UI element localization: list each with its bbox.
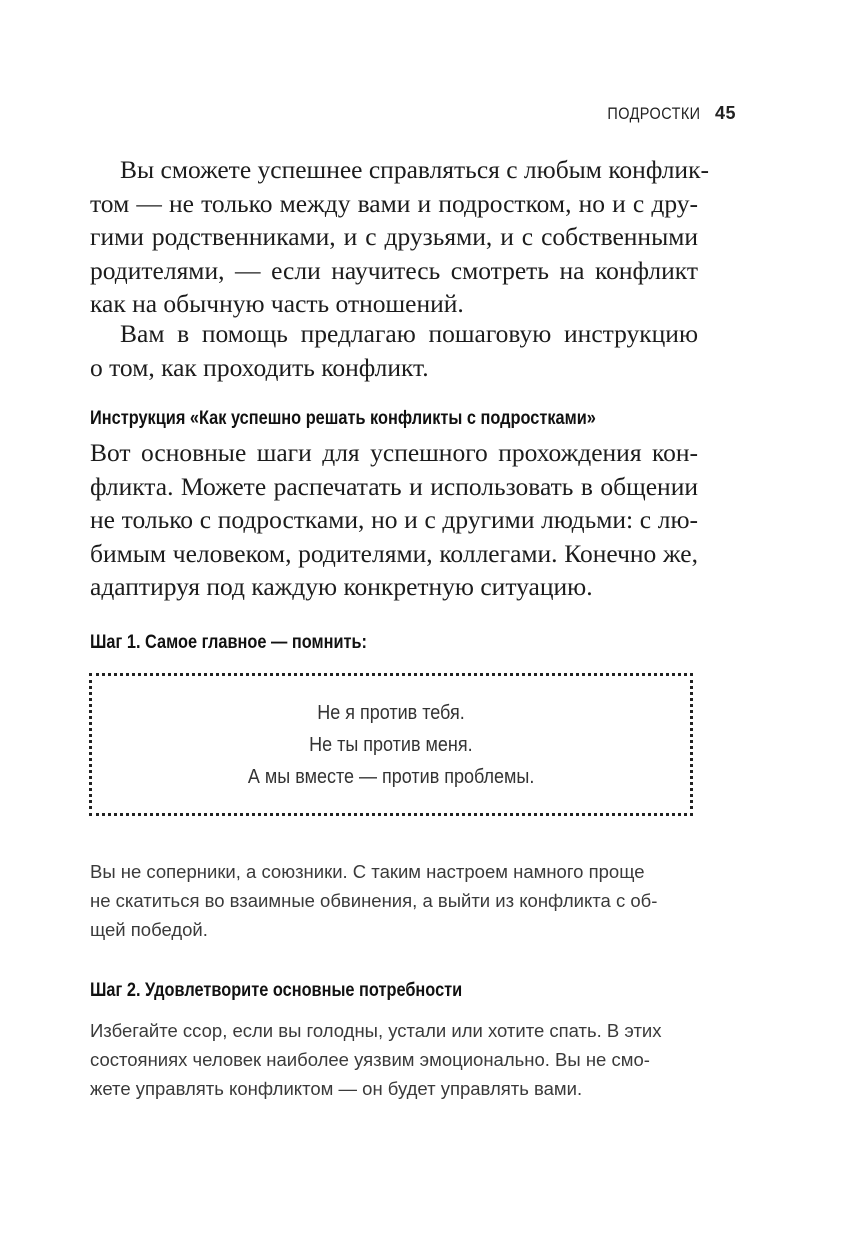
text-line: том — не только между вами и подростком, но и с дру-: [90, 188, 698, 218]
text-line: состояниях человек наиболее уязвим эмоционально. Вы не смо-: [90, 1049, 650, 1070]
text-line: адаптируя под каждую конкретную ситуацию.: [90, 572, 593, 601]
text-line: жете управлять конфликтом — он будет управлять вами.: [90, 1078, 583, 1099]
text-line: Вам в помощь предлагаю пошаговую инструкцию: [120, 319, 698, 348]
text-line: как на обычную часть отношений.: [90, 289, 464, 318]
text-line: фликта. Можете распечатать и использовать в общении: [90, 471, 698, 501]
text-line: бимым человеком, родителями, коллегами. Конечно же,: [90, 538, 698, 568]
text-line: Вот основные шаги для успешного прохождения кон-: [90, 438, 698, 467]
text-line: Вы сможете успешнее справляться с любым конфлик-: [120, 155, 709, 184]
text-line: Избегайте ссор, если вы голодны, устали или хотите спать. В этих: [90, 1020, 662, 1041]
text-line: родителями, — если научитесь смотреть на конфликт: [90, 255, 698, 285]
step-2-note: [90, 1016, 700, 1103]
instruction-heading: Инструкция «Как успешно решать конфликты с подростками»: [90, 408, 596, 429]
step-1-heading: Шаг 1. Самое главное — помнить:: [90, 632, 367, 653]
text-line: не скатиться во взаимные обвинения, а выйти из конфликта с об-: [90, 890, 658, 911]
text-line: о том, как проходить конфликт.: [90, 352, 429, 382]
text-line: Вы не соперники, а союзники. С таким настроем намного проще: [90, 861, 645, 882]
motto-box: [89, 673, 693, 816]
text-line: гими родственниками, и с друзьями, и с собственными: [90, 222, 698, 251]
section-title: ПОДРОСТКИ: [607, 104, 701, 123]
intro-paragraph-2: [90, 317, 698, 384]
instruction-paragraph: [90, 436, 698, 604]
text-line: щей победой.: [90, 919, 208, 940]
intro-paragraph-1: [90, 153, 709, 321]
step-2-heading: Шаг 2. Удовлетворите основные потребности: [90, 980, 463, 1001]
step-1-note: [90, 857, 700, 944]
motto-line: Не ты против меня.: [309, 733, 473, 756]
motto-line: А мы вместе — против проблемы.: [247, 765, 535, 788]
text-line: не только с подростками, но и с другими людьми: с лю-: [90, 505, 698, 534]
running-header: [591, 103, 736, 124]
page-number: 45: [714, 103, 736, 123]
motto-line: Не я против тебя.: [317, 701, 465, 724]
